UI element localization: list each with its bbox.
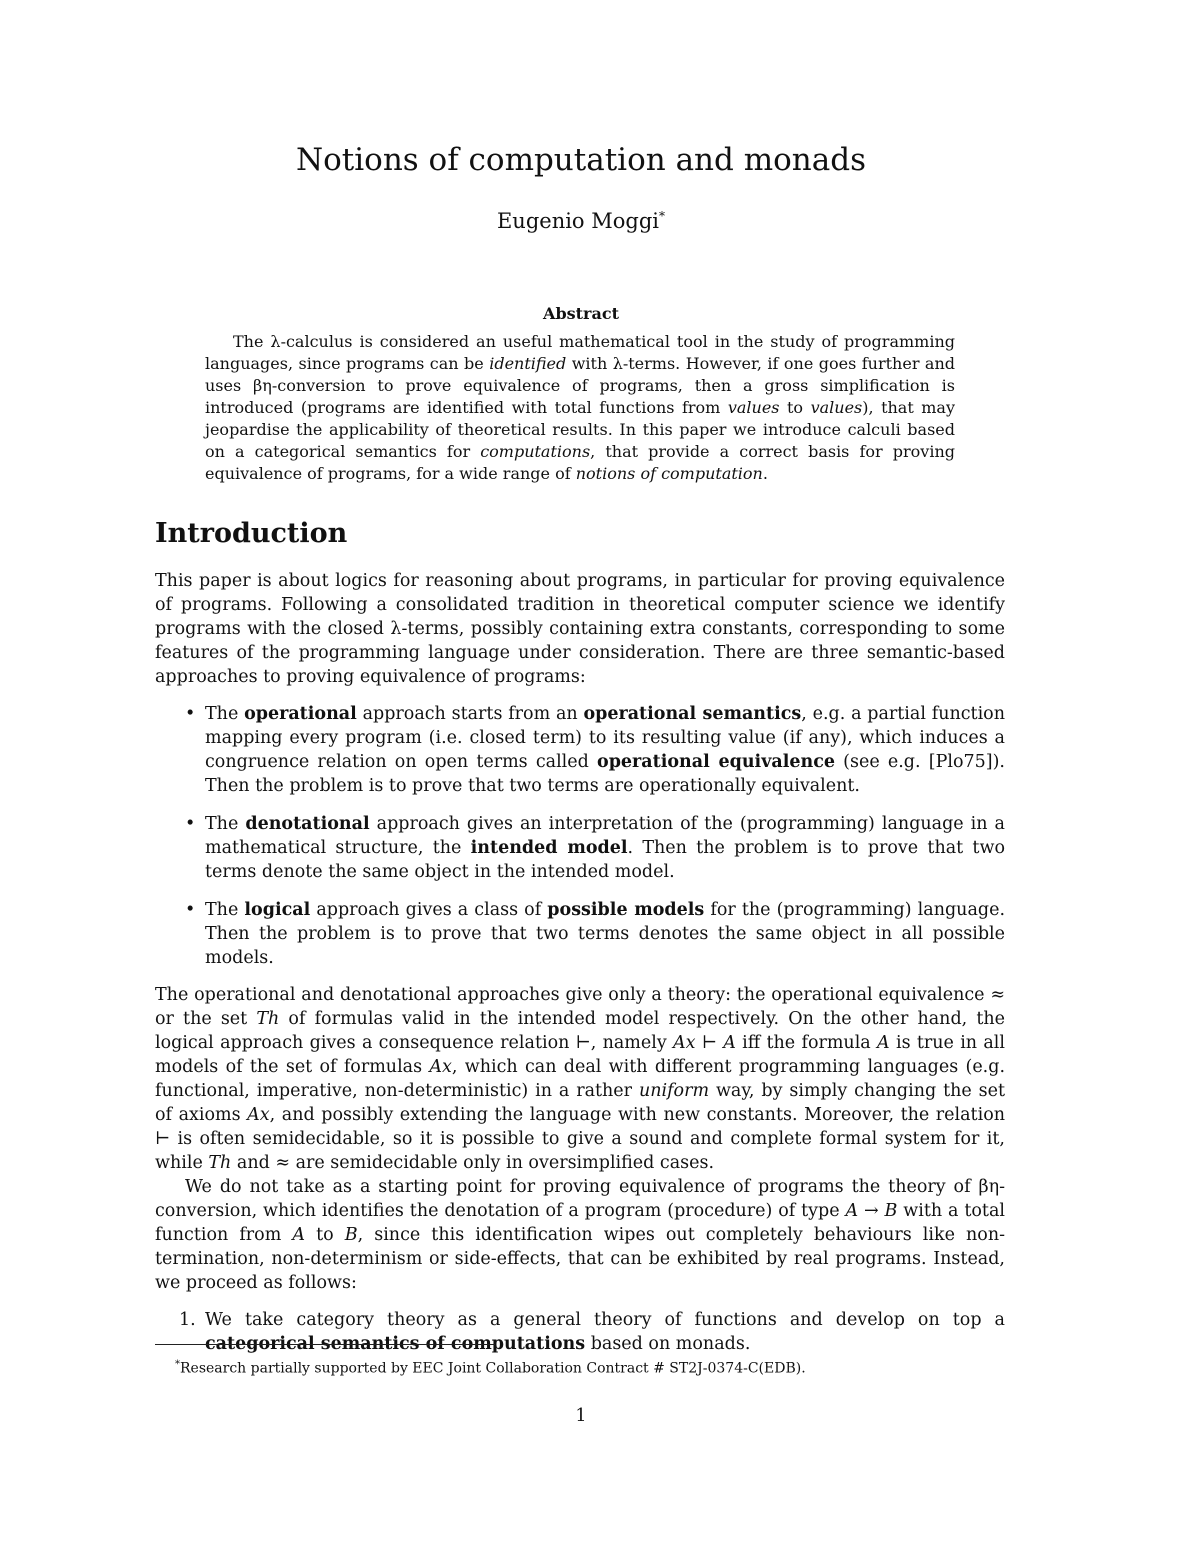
abstract-text: The λ-calculus is considered an useful mathematical tool in the study of programming languages, since programs can be identified with λ-terms. However, if one goes further and uses βη-conversion to prove equivalence of programs, then a gross simplification is introduced (programs are identified with total functions from values to values), that may jeopardise the applicability of theoretical results. In this paper we introduce calculi based on a categorical semantics for computations, that provide a correct basis for proving equivalence of programs, for a wide range of notions of computation. bbox=[205, 332, 956, 483]
paragraph: The operational and denotational approaches give only a theory: the operational equivalence ≈ or the set Th of formulas valid in the intended model respectively. On the other hand, the logical approach gives a consequence relation ⊢, namely Ax ⊢ A iff the formula A is true in all models of the set of formulas Ax, which can deal with different programming languages (e.g. functional, imperative, non-deterministic) in a rather uniform way, by simply changing the set of axioms Ax, and possibly extending the language with new constants. Moreover, the relation ⊢ is often semidecidable, so it is possible to give a sound and complete formal system for it, while Th and ≈ are semidecidable only in oversimplified cases. bbox=[155, 985, 1006, 1173]
footnote-text: Research partially supported by EEC Joint Collaboration Contract # ST2J-0374-C(EDB). bbox=[180, 1360, 806, 1377]
abstract-heading: Abstract bbox=[543, 304, 619, 323]
author-name: Eugenio Moggi bbox=[496, 209, 660, 233]
page-number: 1 bbox=[575, 1406, 587, 1426]
list-item: 1. We take category theory as a general theory of functions and develop on top a categorical semantics of computations based on monads. bbox=[179, 1310, 1005, 1354]
steps-list bbox=[155, 1308, 1005, 1356]
list-item: • The logical approach gives a class of possible models for the (programming) language. Then the problem is to prove that two terms denotes the same object in all possible models. bbox=[185, 900, 1006, 968]
bullet-icon: • bbox=[185, 704, 196, 724]
bullet-icon: • bbox=[185, 814, 196, 834]
author-line bbox=[0, 209, 1162, 233]
introduction-body bbox=[155, 569, 1005, 1356]
footnote bbox=[175, 1359, 806, 1377]
author-footnote-mark: * bbox=[659, 209, 666, 223]
bullet-icon: • bbox=[185, 900, 196, 920]
approaches-list bbox=[155, 702, 1005, 970]
footnote-divider bbox=[155, 1344, 495, 1345]
paragraph: We do not take as a starting point for proving equivalence of programs the theory of βη-conversion, which identifies the denotation of a program (procedure) of type A → B with a total function from A to B, since this identification wipes out completely behaviours like non-termination, non-determinism or side-effects, that can be exhibited by real programs. Instead, we proceed as follows: bbox=[155, 1177, 1005, 1293]
footnote-mark: * bbox=[175, 1359, 180, 1370]
list-item: • The denotational approach gives an interpretation of the (programming) language in a mathematical structure, the intended model. Then the problem is to prove that two terms denote the same object in the intended model. bbox=[185, 814, 1005, 882]
step-number: 1. bbox=[179, 1310, 196, 1330]
section-heading-introduction: Introduction bbox=[155, 518, 348, 549]
paper-title: Notions of computation and monads bbox=[296, 142, 866, 178]
paragraph: This paper is about logics for reasoning about programs, in particular for proving equivalence of programs. Following a consolidated tradition in theoretical computer science we identify programs with the closed λ-terms, possibly containing extra constants, corresponding to some features of the programming language under consideration. There are three semantic-based approaches to proving equivalence of programs: bbox=[155, 571, 1005, 687]
list-item: • The operational approach starts from an operational semantics, e.g. a partial function mapping every program (i.e. closed term) to its resulting value (if any), which induces a congruence relation on open terms called operational equivalence (see e.g. [Plo75]). Then the problem is to prove that two terms are operationally equivalent. bbox=[185, 704, 1005, 796]
